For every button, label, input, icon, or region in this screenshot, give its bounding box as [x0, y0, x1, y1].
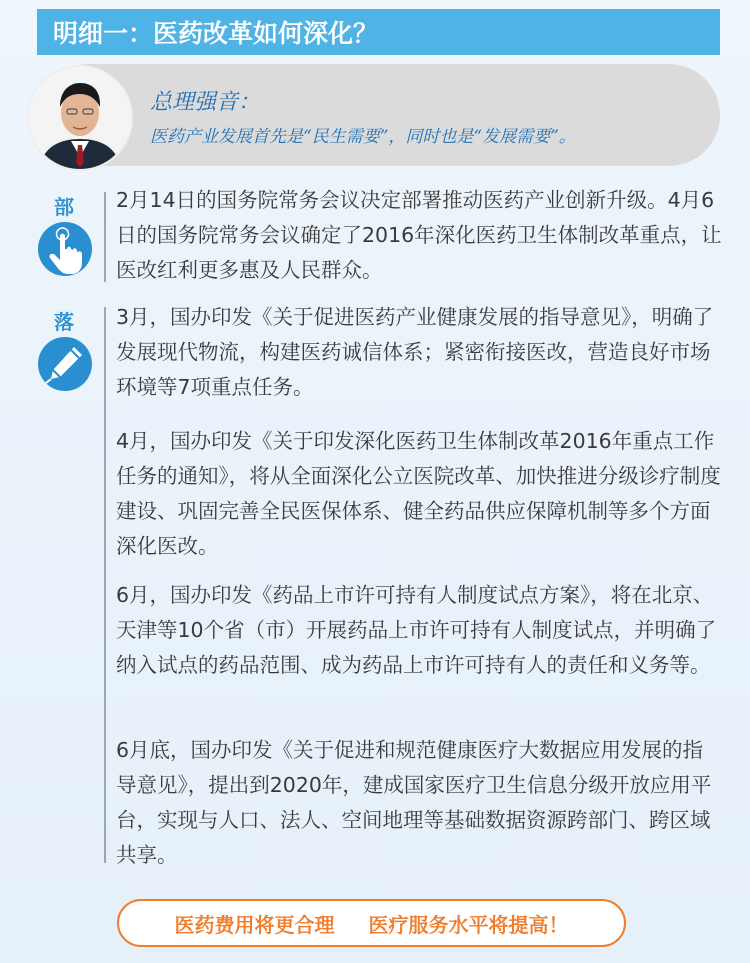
slogan-box — [117, 899, 626, 947]
divider-line — [104, 192, 106, 282]
divider-line — [104, 307, 106, 863]
section-label-deploy: 部 — [54, 195, 82, 219]
paragraph-implement-april: 4月，国办印发《关于印发深化医药卫生体制改革2016年重点工作任务的通知》，将从全面深化公立医院改革、加快推进分级诊疗制度建设、巩固完善全民医保体系、健全药品供应保障机制等多个方面深化医改。 — [116, 429, 721, 558]
paragraph-implement-june: 6月，国办印发《药品上市许可持有人制度试点方案》，将在北京、天津等10个省（市）开展药品上市许可持有人制度试点，并明确了纳入试点的药品范围、成为药品上市许可持有人的责任和义务等。 — [116, 583, 717, 677]
quote-card — [37, 64, 720, 166]
paragraph-implement-late-june: 6月底，国办印发《关于促进和规范健康医疗大数据应用发展的指导意见》，提出到2020年，建成国家医疗卫生信息分级开放应用平台，实现与人口、法人、空间地理等基础数据资源跨部门、跨区域共享。 — [116, 738, 712, 867]
slogan-left: 医药费用将更合理 — [174, 912, 335, 937]
avatar — [29, 67, 131, 169]
page-title: 明细一：医药改革如何深化？ — [53, 19, 379, 48]
slogan-right: 医疗服务水平将提高！ — [368, 912, 569, 937]
pen-icon — [38, 337, 92, 391]
section-label-implement: 落 — [54, 310, 82, 334]
quote-heading: 总理强音： — [150, 90, 261, 115]
portrait-icon — [29, 67, 131, 169]
section-title-bar — [37, 9, 720, 55]
paragraph-deploy: 2月14日的国务院常务会议决定部署推动医药产业创新升级。4月6日的国务院常务会议确定了2016年深化医药卫生体制改革重点，让医改红利更多惠及人民群众。 — [116, 188, 722, 282]
hand-pointer-icon — [38, 222, 92, 276]
quote-body: 医药产业发展首先是“民生需要”，同时也是“发展需要”。 — [150, 127, 576, 147]
paragraph-implement-march: 3月，国办印发《关于促进医药产业健康发展的指导意见》，明确了发展现代物流，构建医药诚信体系；紧密衔接医改，营造良好市场环境等7项重点任务。 — [116, 305, 714, 399]
